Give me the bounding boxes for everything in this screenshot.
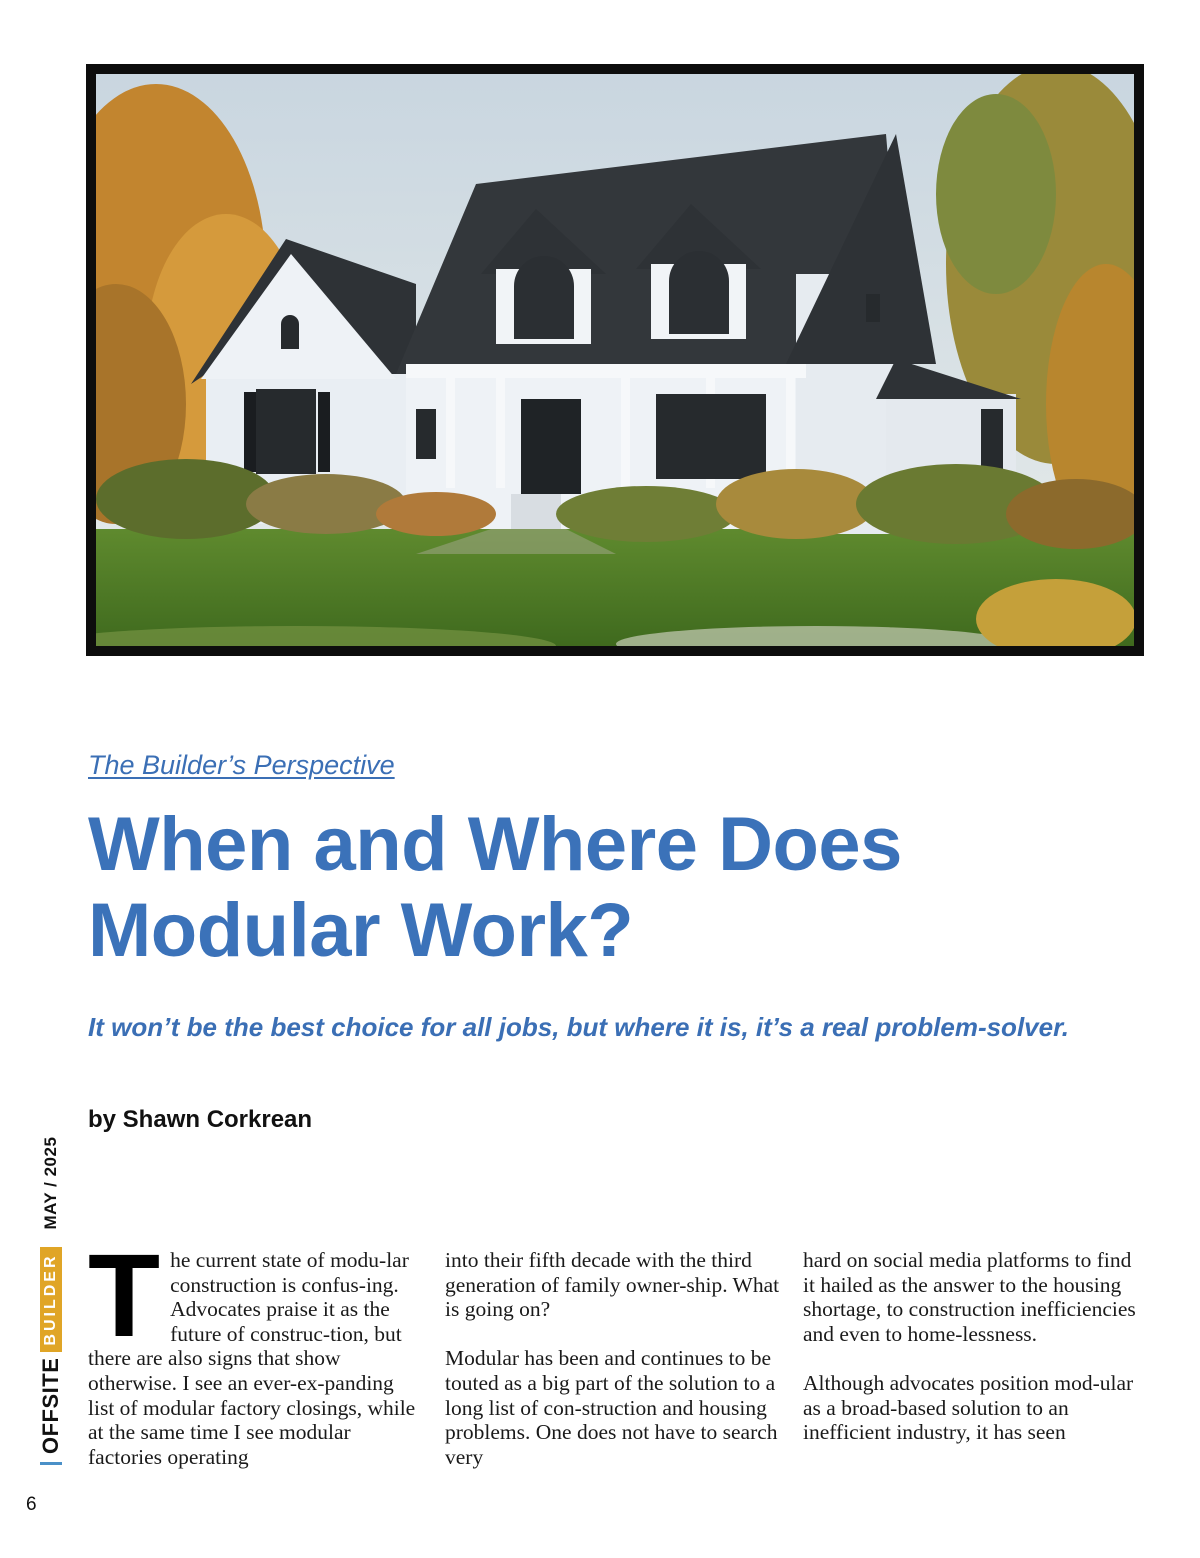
body-column-2 bbox=[445, 1248, 781, 1469]
section-kicker: The Builder’s Perspective bbox=[88, 750, 395, 780]
body-column-3 bbox=[803, 1248, 1139, 1445]
house-photo-icon bbox=[96, 74, 1134, 646]
issue-date: MAY / 2025 bbox=[41, 1136, 60, 1230]
body-column-1 bbox=[88, 1230, 424, 1469]
body-paragraph: hard on social media platforms to find it hailed as the answer to the housing shortage, to construction inefficiencies and even to home-lessness. bbox=[803, 1248, 1136, 1346]
folio-accent-bar bbox=[40, 1462, 62, 1465]
page-number: 6 bbox=[26, 1494, 37, 1515]
article-deck: It won’t be the best choice for all jobs, but where it is, it’s a real problem-solver. bbox=[88, 1012, 1069, 1042]
hero-image bbox=[86, 64, 1144, 656]
article-headline: When and Where Does Modular Work? bbox=[88, 802, 902, 973]
body-paragraph: Modular has been and continues to be touted as a big part of the solution to a long list of con-struction and housing problems. One does not have to search very bbox=[445, 1346, 778, 1469]
article-byline: by Shawn Corkrean bbox=[88, 1106, 313, 1133]
body-paragraph: Although advocates position mod-ular as a broad-based solution to an inefficient industry, it has seen bbox=[803, 1370, 1134, 1445]
magazine-name-offsite: OFFSITE bbox=[38, 1357, 63, 1454]
body-paragraph: he current state of modu-lar construction is confus-ing. Advocates praise it as the future of construc-tion, but there are also signs that show otherwise. I see an ever-ex-panding list of modular factory closings, while at the same time I see modular factories operating bbox=[88, 1248, 416, 1469]
magazine-name-builder: BUILDER bbox=[40, 1248, 62, 1352]
drop-cap: T bbox=[88, 1230, 161, 1362]
body-paragraph: into their fifth decade with the third generation of family owner-ship. What is going on? bbox=[445, 1248, 780, 1322]
side-folio bbox=[6, 1136, 66, 1465]
